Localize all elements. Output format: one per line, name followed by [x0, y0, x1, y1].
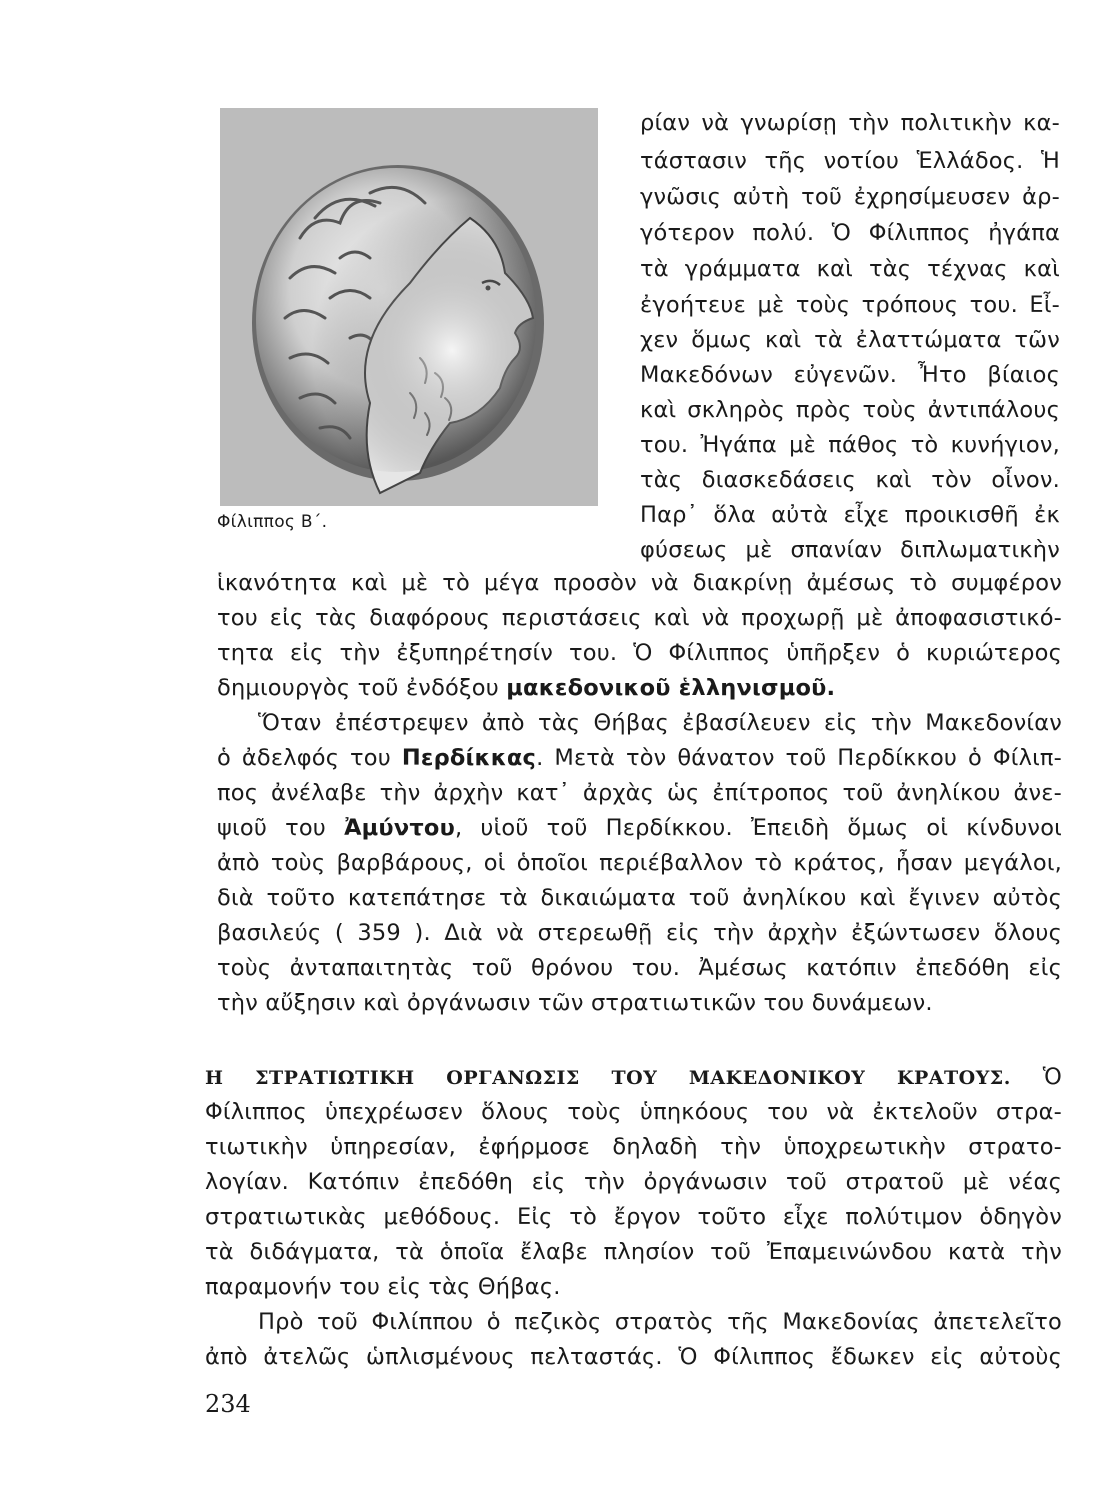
section-heading-line	[205, 1062, 1062, 1093]
body-text: ὁ ἀδελφός του	[217, 745, 402, 771]
body-text: δημιουργὸς τοῦ ἐνδόξου	[217, 675, 507, 701]
figure-caption: Φίλιππος Β΄.	[217, 512, 328, 532]
column-line: Μακεδόνων εὐγενῶν. Ἦτο βίαιος	[640, 362, 1060, 388]
page-number: 234	[205, 1390, 251, 1418]
body-line: ἀπὸ ἀτελῶς ὡπλισμένους πελταστάς. Ὁ Φίλιππος ἔδωκεν εἰς αὐτοὺς	[205, 1344, 1062, 1370]
bold-term: Περδίκκας	[401, 745, 537, 771]
body-text: . Μετὰ τὸν θάνατον τοῦ Περδίκκου ὁ Φίλιπ-	[536, 745, 1062, 771]
column-line: φύσεως μὲ σπανίαν διπλωματικὴν	[640, 537, 1060, 563]
column-line: ρίαν νὰ γνωρίσῃ τὴν πολιτικὴν κα-	[640, 110, 1060, 136]
body-line: τὰ διδάγματα, τὰ ὁποῖα ἔλαβε πλησίον τοῦ Ἐπαμεινώνδου κατὰ τὴν	[205, 1239, 1062, 1265]
coin-photo	[220, 108, 598, 506]
column-line: ἐγοήτευε μὲ τοὺς τρόπους του. Εἶ-	[640, 292, 1060, 318]
body-line	[217, 673, 1062, 703]
body-line: στρατιωτικὰς μεθόδους. Εἰς τὸ ἔργον τοῦτο εἶχε πολύτιμον ὁδηγὸν	[205, 1204, 1062, 1230]
body-line: βασιλεύς ( 359 ). Διὰ νὰ στερεωθῇ εἰς τὴν ἀρχὴν ἐξώντωσεν ὅλους	[217, 920, 1062, 946]
body-line	[217, 743, 1062, 773]
body-line	[217, 813, 1062, 843]
body-line: τιωτικὴν ὑπηρεσίαν, ἐφήρμοσε δηλαδὴ τὴν ὑποχρεωτικὴν στρατο-	[205, 1134, 1062, 1160]
body-line: τοὺς ἀνταπαιτητὰς τοῦ θρόνου του. Ἀμέσως κατόπιν ἐπεδόθη εἰς	[217, 955, 1062, 981]
bold-term: μακεδονικοῦ ἑλληνισμοῦ.	[506, 675, 836, 701]
column-line: γνῶσις αὐτὴ τοῦ ἐχρησίμευσεν ἀρ-	[640, 184, 1060, 210]
body-line: ἱκανότητα καὶ μὲ τὸ μέγα προσὸν νὰ διακρίνῃ ἀμέσως τὸ συμφέρον	[217, 570, 1062, 596]
column-line: Παρ᾽ ὅλα αὐτὰ εἶχε προικισθῆ ἐκ	[640, 502, 1060, 528]
column-line: καὶ σκληρὸς πρὸς τοὺς ἀντιπάλους	[640, 397, 1060, 423]
column-line: τὰς διασκεδάσεις καὶ τὸν οἶνον.	[640, 467, 1060, 493]
body-line: ἀπὸ τοὺς βαρβάρους, οἱ ὁποῖοι περιέβαλλον τὸ κράτος, ἦσαν μεγάλοι,	[217, 850, 1062, 876]
body-line: Ὅταν ἐπέστρεψεν ἀπὸ τὰς Θήβας ἐβασίλευεν εἰς τὴν Μακεδονίαν	[258, 710, 1062, 736]
body-line: του εἰς τὰς διαφόρους περιστάσεις καὶ νὰ προχωρῇ μὲ ἀποφασιστικό-	[217, 605, 1062, 631]
column-line: τάστασιν τῆς νοτίου Ἑλλάδος. Ἡ	[640, 148, 1060, 174]
section-heading: Η ΣΤΡΑΤΙΩΤΙΚΗ ΟΡΓΑΝΩΣΙΣ ΤΟΥ ΜΑΚΕΔΟΝΙΚΟΥ ΚΡΑΤΟΥΣ.	[205, 1067, 1011, 1089]
column-line: χεν ὅμως καὶ τὰ ἐλαττώματα τῶν	[640, 327, 1060, 353]
body-line: τητα εἰς τὴν ἐξυπηρέτησίν του. Ὁ Φίλιππος ὑπῆρξεν ὁ κυριώτερος	[217, 640, 1062, 666]
body-line: Πρὸ τοῦ Φιλίππου ὁ πεζικὸς στρατὸς τῆς Μακεδονίας ἀπετελεῖτο	[258, 1309, 1062, 1335]
body-text: ψιοῦ του	[217, 815, 345, 841]
body-line: παραμονήν του εἰς τὰς Θήβας.	[205, 1274, 561, 1300]
body-line: Φίλιππος ὑπεχρέωσεν ὅλους τοὺς ὑπηκόους του νὰ ἐκτελοῦν στρα-	[205, 1099, 1062, 1125]
column-line: του. Ἠγάπα μὲ πάθος τὸ κυνήγιον,	[640, 432, 1060, 458]
bold-term: Ἀμύντου	[344, 815, 455, 841]
body-line: λογίαν. Κατόπιν ἐπεδόθη εἰς τὴν ὀργάνωσιν τοῦ στρατοῦ μὲ νέας	[205, 1169, 1062, 1195]
body-line: τὴν αὔξησιν καὶ ὀργάνωσιν τῶν στρατιωτικῶν του δυνάμεων.	[217, 990, 933, 1016]
column-line: γότερον πολύ. Ὁ Φίλιππος ἠγάπα	[640, 220, 1060, 246]
body-text: Ὁ	[1010, 1064, 1063, 1090]
coin-image	[220, 108, 598, 506]
column-line: τὰ γράμματα καὶ τὰς τέχνας καὶ	[640, 256, 1060, 282]
body-line: διὰ τοῦτο κατεπάτησε τὰ δικαιώματα τοῦ ἀνηλίκου καὶ ἔγινεν αὐτὸς	[217, 885, 1062, 911]
body-text: , υἱοῦ τοῦ Περδίκκου. Ἐπειδὴ ὅμως οἱ κίνδυνοι	[454, 815, 1062, 841]
body-line: πος ἀνέλαβε τὴν ἀρχὴν κατ᾽ ἀρχὰς ὡς ἐπίτροπος τοῦ ἀνηλίκου ἀνε-	[217, 780, 1062, 806]
